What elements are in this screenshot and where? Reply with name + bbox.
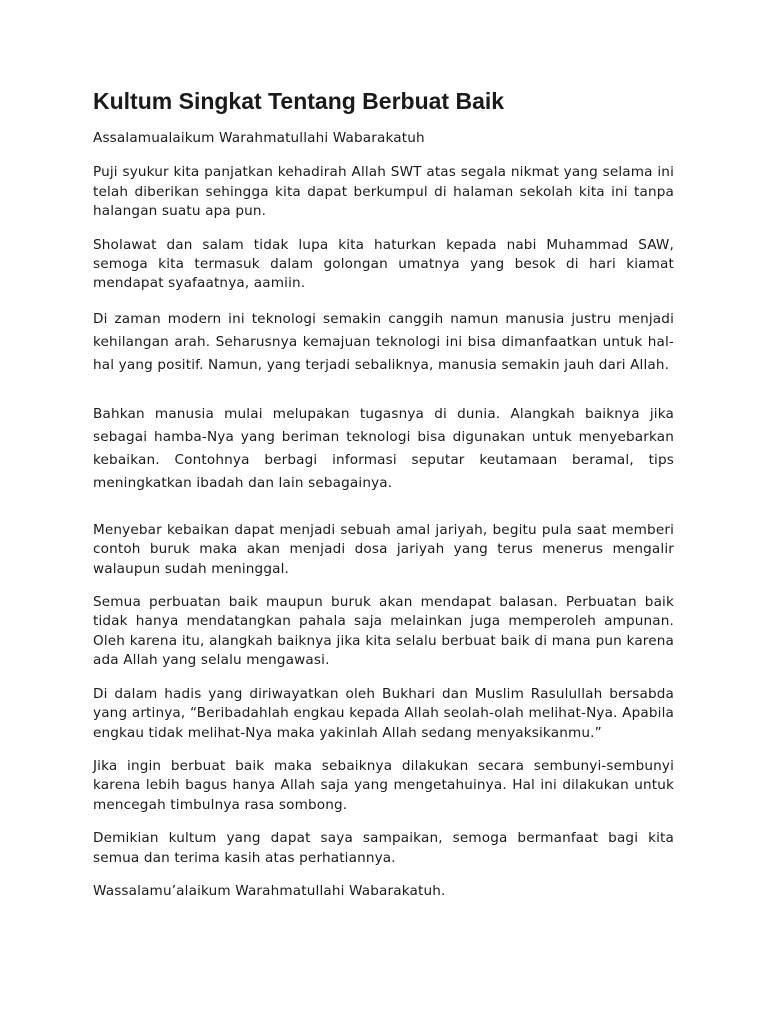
paragraph-7: Di dalam hadis yang diriwayatkan oleh Bukhari dan Muslim Rasulullah bersabda yang artinya, “Beribadahlah engkau kepada Allah seolah-olah melihat-Nya. Apabila engkau tidak melihat-Nya maka yakinlah Allah sedang menyaksikanmu.” [93,685,674,741]
paragraph-1: Puji syukur kita panjatkan kehadirah Allah SWT atas segala nikmat yang selama ini telah diberikan sehingga kita dapat berkumpul di halaman sekolah kita ini tanpa halangan suatu apa pun. [93,164,674,220]
document-title: Kultum Singkat Tentang Berbuat Baik [93,88,505,114]
document-page [93,86,674,915]
paragraph-6: Semua perbuatan baik maupun buruk akan mendapat balasan. Perbuatan baik tidak hanya mendatangkan pahala saja melainkan juga memperoleh ampunan. Oleh karena itu, alangkah baiknya jika kita selalu berbuat baik di mana pun karena ada Allah yang selalu mengawasi. [93,594,674,669]
paragraph-4: Bahkan manusia mulai melupakan tugasnya di dunia. Alangkah baiknya jika sebagai hamba-Nya yang beriman teknologi bisa digunakan untuk menyebarkan kebaikan. Contohnya berbagi informasi seputar keutamaan beramal, tips meningkatkan ibadah dan lain sebagainya. [93,405,674,491]
paragraph-8: Jika ingin berbuat baik maka sebaiknya dilakukan secara sembunyi-sembunyi karena lebih bagus hanya Allah saja yang mengetahuinya. Hal ini dilakukan untuk mencegah timbulnya rasa sombong. [93,757,674,813]
opening-greeting: Assalamualaikum Warahmatullahi Wabarakatuh [93,130,425,146]
paragraph-3: Di zaman modern ini teknologi semakin canggih namun manusia justru menjadi kehilangan arah. Seharusnya kemajuan teknologi ini bisa dimanfaatkan untuk hal-hal yang positif. Namun, yang terjadi sebaliknya, manusia semakin jauh dari Allah. [93,310,674,373]
closing-greeting: Wassalamu’alaikum Warahmatullahi Wabarakatuh. [93,882,446,899]
paragraph-9: Demikian kultum yang dapat saya sampaikan, semoga bermanfaat bagi kita semua dan terima kasih atas perhatiannya. [93,830,674,866]
paragraph-5: Menyebar kebaikan dapat menjadi sebuah amal jariyah, begitu pula saat memberi contoh buruk maka akan menjadi dosa jariyah yang terus menerus mengalir walaupun sudah meninggal. [93,521,674,577]
paragraph-2: Sholawat dan salam tidak lupa kita haturkan kepada nabi Muhammad SAW, semoga kita termasuk dalam golongan umatnya yang besok di hari kiamat mendapat syafaatnya, aamiin. [93,236,674,292]
